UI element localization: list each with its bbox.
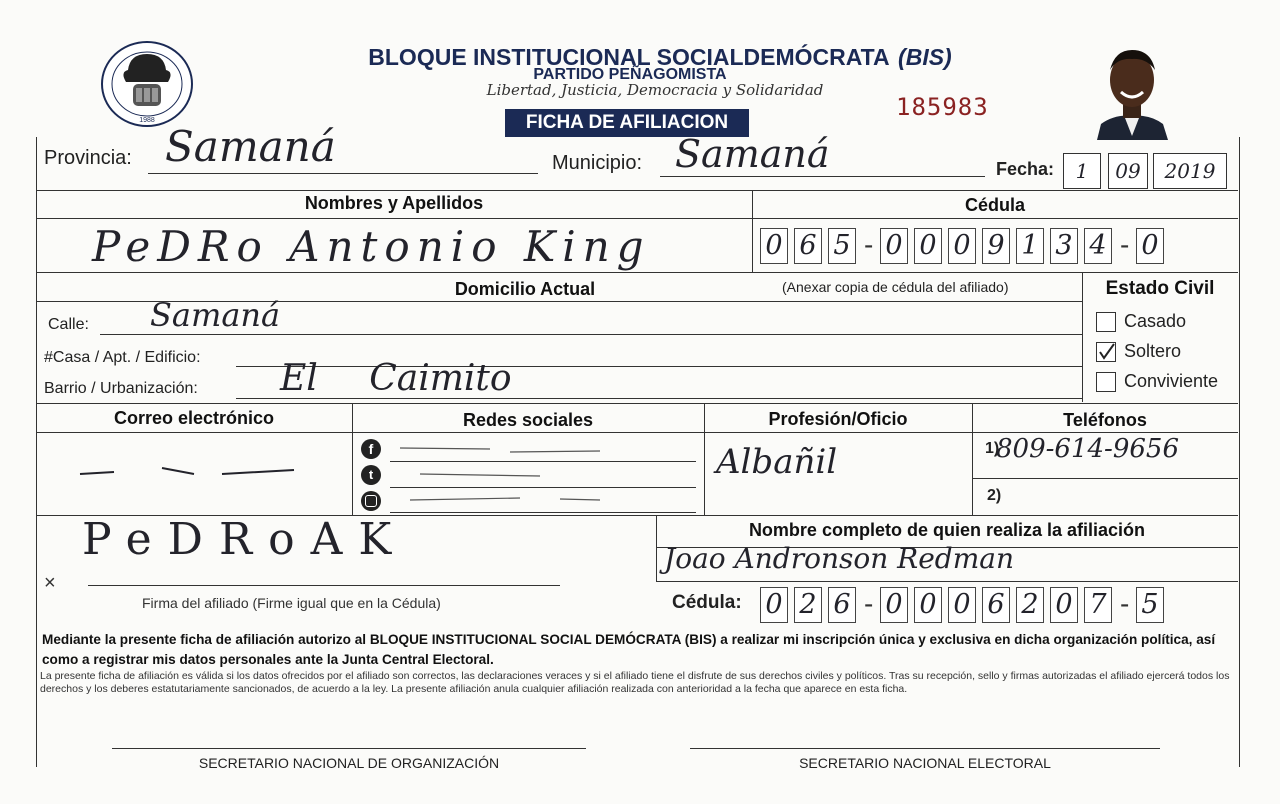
instagram-line[interactable]: [390, 512, 696, 513]
soltero-checkbox[interactable]: [1096, 342, 1116, 362]
col-divider: [972, 403, 973, 515]
affiliator-cedula-digit-box[interactable]: 6: [828, 587, 856, 623]
domicilio-header: Domicilio Actual: [454, 279, 596, 299]
cedula-digit-box[interactable]: 1: [1016, 228, 1044, 264]
candidate-portrait: [1095, 44, 1170, 140]
left-signatory: SECRETARIO NACIONAL DE ORGANIZACIÓN: [198, 755, 500, 771]
cedula-digit-box[interactable]: 3: [1050, 228, 1078, 264]
email-field[interactable]: [74, 462, 304, 482]
soltero-label: Soltero: [1124, 341, 1182, 361]
phone1-label: 1): [985, 440, 1000, 457]
social-header: Redes sociales: [462, 410, 594, 430]
cedula-digit-box[interactable]: 0: [760, 228, 788, 264]
social-scribbles: [400, 444, 690, 508]
row-divider: [36, 218, 1238, 219]
row-divider: [656, 581, 1238, 582]
affiliator-cedula-digit-box[interactable]: 6: [982, 587, 1010, 623]
svg-text:1988: 1988: [139, 117, 155, 124]
municipio-line: [660, 176, 985, 177]
casa-label: #Casa / Apt. / Edificio:: [44, 349, 201, 366]
cedula-dash: -: [1120, 229, 1130, 260]
signature-caption: Firma del afiliado (Firme igual que en la Cédula): [142, 595, 441, 611]
affiliator-name[interactable]: Joao Andronson Redman: [664, 542, 1014, 575]
municipio-value[interactable]: Samaná: [675, 132, 830, 176]
facebook-icon: f: [361, 439, 381, 459]
casado-checkbox[interactable]: [1096, 312, 1116, 332]
phone2-label: 2): [987, 487, 1002, 504]
affiliator-cedula-label: Cédula:: [672, 592, 742, 613]
provincia-line: [148, 173, 538, 174]
affiliator-cedula-digit-box[interactable]: 2: [794, 587, 822, 623]
fecha-year-box[interactable]: [1153, 153, 1227, 189]
serial-number: 185983: [896, 93, 989, 121]
cedula-digit-box[interactable]: 6: [794, 228, 822, 264]
row-divider: [36, 190, 1238, 191]
signature-x-mark: ×: [44, 572, 56, 594]
barrio-value[interactable]: El Caimito: [280, 358, 512, 399]
affiliator-header: Nombre completo de quien realiza la afiliación: [748, 520, 1146, 540]
cedula-digit-box[interactable]: 5: [828, 228, 856, 264]
barrio-label: Barrio / Urbanización:: [44, 380, 198, 397]
instagram-icon: [361, 491, 381, 511]
full-name[interactable]: PeDRo Antonio King: [92, 222, 651, 271]
cedula-digit-box[interactable]: 0: [1136, 228, 1164, 264]
row-divider: [972, 478, 1238, 479]
calle-label: Calle:: [48, 316, 89, 333]
party-name: BLOQUE INSTITUCIONAL SOCIALDEMÓCRATA: [368, 44, 890, 70]
cedula-digit-boxes[interactable]: [760, 226, 1230, 266]
calle-value[interactable]: Samaná: [150, 296, 281, 334]
fecha-month: 09: [1115, 159, 1141, 183]
form-title: FICHA DE AFILIACION: [505, 109, 749, 137]
cedula-dash: -: [1120, 588, 1130, 619]
fecha-day: 1: [1075, 159, 1089, 183]
conviviente-label: Conviviente: [1124, 371, 1219, 391]
affiliator-cedula-digit-box[interactable]: 0: [880, 587, 908, 623]
cedula-digit-box[interactable]: 0: [880, 228, 908, 264]
left-signatory-line: [112, 748, 586, 749]
col-divider: [704, 403, 705, 515]
signature-line: [88, 585, 560, 586]
row-divider: [36, 432, 1238, 433]
phone1-value[interactable]: 809-614-9656: [996, 434, 1179, 464]
right-signatory: SECRETARIO NACIONAL ELECTORAL: [799, 755, 1051, 771]
fecha-month-box[interactable]: [1108, 153, 1148, 189]
email-header: Correo electrónico: [113, 408, 275, 428]
phones-header: Teléfonos: [1063, 410, 1147, 430]
legal-statement: Mediante la presente ficha de afiliación autorizo al BLOQUE INSTITUCIONAL SOCIAL DEMÓCRATA (BIS) a realizar mi inscripción única y exclusiva en dicha organización política, así como a registrar mis datos personales ante la Junta Central Electoral.: [42, 632, 1216, 667]
twitter-icon: t: [361, 465, 381, 485]
fecha-day-box[interactable]: [1063, 153, 1101, 189]
provincia-label: Provincia:: [44, 147, 132, 169]
right-signatory-line: [690, 748, 1160, 749]
party-logo: [100, 40, 194, 128]
affiliate-signature[interactable]: PeDRoAK: [82, 514, 408, 565]
affiliator-cedula-digit-box[interactable]: 0: [760, 587, 788, 623]
affiliator-cedula-digit-box[interactable]: 0: [1050, 587, 1078, 623]
affiliator-cedula-digit-box[interactable]: 7: [1084, 587, 1112, 623]
affiliator-cedula-digit-box[interactable]: 5: [1136, 587, 1164, 623]
conviviente-checkbox[interactable]: [1096, 372, 1116, 392]
cedula-dash: -: [864, 229, 874, 260]
cedula-digit-box[interactable]: 0: [948, 228, 976, 264]
casado-label: Casado: [1124, 311, 1187, 331]
civil-status-header: Estado Civil: [1105, 278, 1215, 299]
affiliator-cedula-digit-box[interactable]: 0: [948, 587, 976, 623]
cedula-digit-box[interactable]: 0: [914, 228, 942, 264]
municipio-label: Municipio:: [552, 152, 643, 174]
fecha-label: Fecha:: [996, 159, 1055, 179]
row-divider: [36, 272, 1238, 273]
calle-line: [100, 334, 1082, 335]
affiliator-cedula-digit-box[interactable]: 2: [1016, 587, 1044, 623]
cedula-digit-box[interactable]: 4: [1084, 228, 1112, 264]
col-divider: [352, 403, 353, 515]
party-abbr: (BIS): [898, 44, 952, 70]
affiliator-cedula-digit-box[interactable]: 0: [914, 587, 942, 623]
cedula-header: Cédula: [964, 195, 1025, 215]
names-header: Nombres y Apellidos: [304, 193, 484, 213]
cedula-digit-box[interactable]: 9: [982, 228, 1010, 264]
provincia-value[interactable]: Samaná: [165, 122, 336, 171]
profession-header: Profesión/Oficio: [768, 409, 908, 429]
fecha-year: 2019: [1164, 159, 1216, 183]
cedula-dash: -: [864, 588, 874, 619]
party-motto: Libertad, Justicia, Democracia y Solidaridad: [486, 81, 824, 99]
affiliator-cedula-digit-boxes[interactable]: [760, 585, 1230, 625]
legal-fine-print: La presente ficha de afiliación es válida si los datos ofrecidos por el afiliado son correctos, las declaraciones veraces y si el afiliado tiene el disfrute de sus derechos civiles y políticos. Tras su recepción, sello y firmas autorizadas el afiliado ejercerá todos los derechos y los deberes estatutariamente sancionados, de acuerdo a la ley. La presente afiliación anula cualquier afiliación realizada con anterioridad a la fecha que aparece en esta ficha.: [40, 670, 1230, 695]
barrio-line: [236, 398, 1082, 399]
cedula-note: (Anexar copia de cédula del afiliado): [782, 279, 1009, 295]
checkmark-icon: [1097, 343, 1115, 361]
profession-value[interactable]: Albañil: [716, 442, 838, 482]
row-divider: [36, 403, 1238, 404]
names-cedula-divider: [752, 190, 753, 272]
party-subtitle: PARTIDO PEÑAGOMISTA: [533, 66, 727, 83]
